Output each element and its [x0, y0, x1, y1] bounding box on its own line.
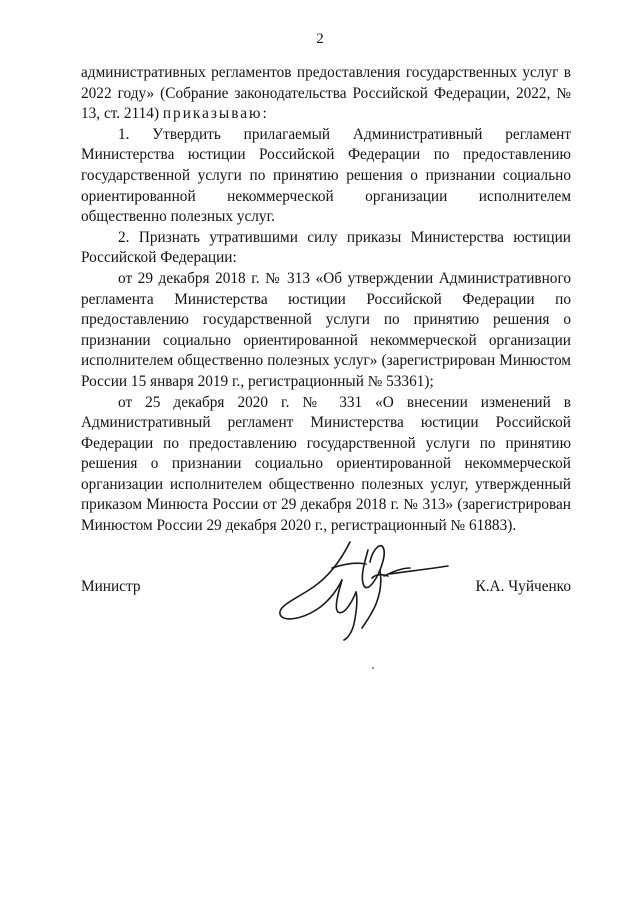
order-keyword: приказываю [162, 105, 263, 123]
order-keyword-colon: : [262, 105, 267, 123]
scan-speck [372, 667, 374, 669]
document-body [81, 63, 571, 537]
signatory-name: К.А. Чуйченко [475, 578, 571, 595]
signatory-title: Министр [81, 578, 141, 595]
page-number: 2 [316, 31, 324, 47]
paragraph-item-1: 1. Утвердить прилагаемый Административный регламент Министерства юстиции Российской Федерации по предоставлению государственной услуги по принятию решения о признании социально ориентированной некоммерческой организации исполнителем общественно полезных услуг. [81, 125, 571, 226]
paragraph-intro-text: административных регламентов предоставления государственных услуг в 2022 году» (Собрание законодательства Российской Федерации, 2022, № 13, ст. 2114) [81, 64, 571, 123]
paragraph-repealed-order-313: от 29 декабря 2018 г. № 313 «Об утверждении Административного регламента Министерства юстиции Российской Федерации по предоставлению государственной услуги по принятию решения о признании социально ориентированной некоммерческой организации исполнителем общественно полезных услуг» (зарегистрирован Минюстом России 15 января 2019 г., регистрационный № 53361); [81, 269, 571, 390]
paragraph-intro [81, 63, 571, 125]
handwritten-signature [272, 528, 452, 643]
paragraph-item-2: 2. Признать утратившими силу приказы Министерства юстиции Российской Федерации: [81, 228, 571, 267]
paragraph-repealed-order-331: от 25 декабря 2020 г. № 331 «О внесении изменений в Административный регламент Министерства юстиции Российской Федерации по предоставлению государственной услуги по принятию решения о признании социально ориентированной некоммерческой организации исполнителем общественно полезных услуг, утвержденный приказом Минюста России от 29 декабря 2018 г. № 313» (зарегистрирован Минюстом России 29 декабря 2020 г., регистрационный № 61883). [81, 393, 571, 535]
